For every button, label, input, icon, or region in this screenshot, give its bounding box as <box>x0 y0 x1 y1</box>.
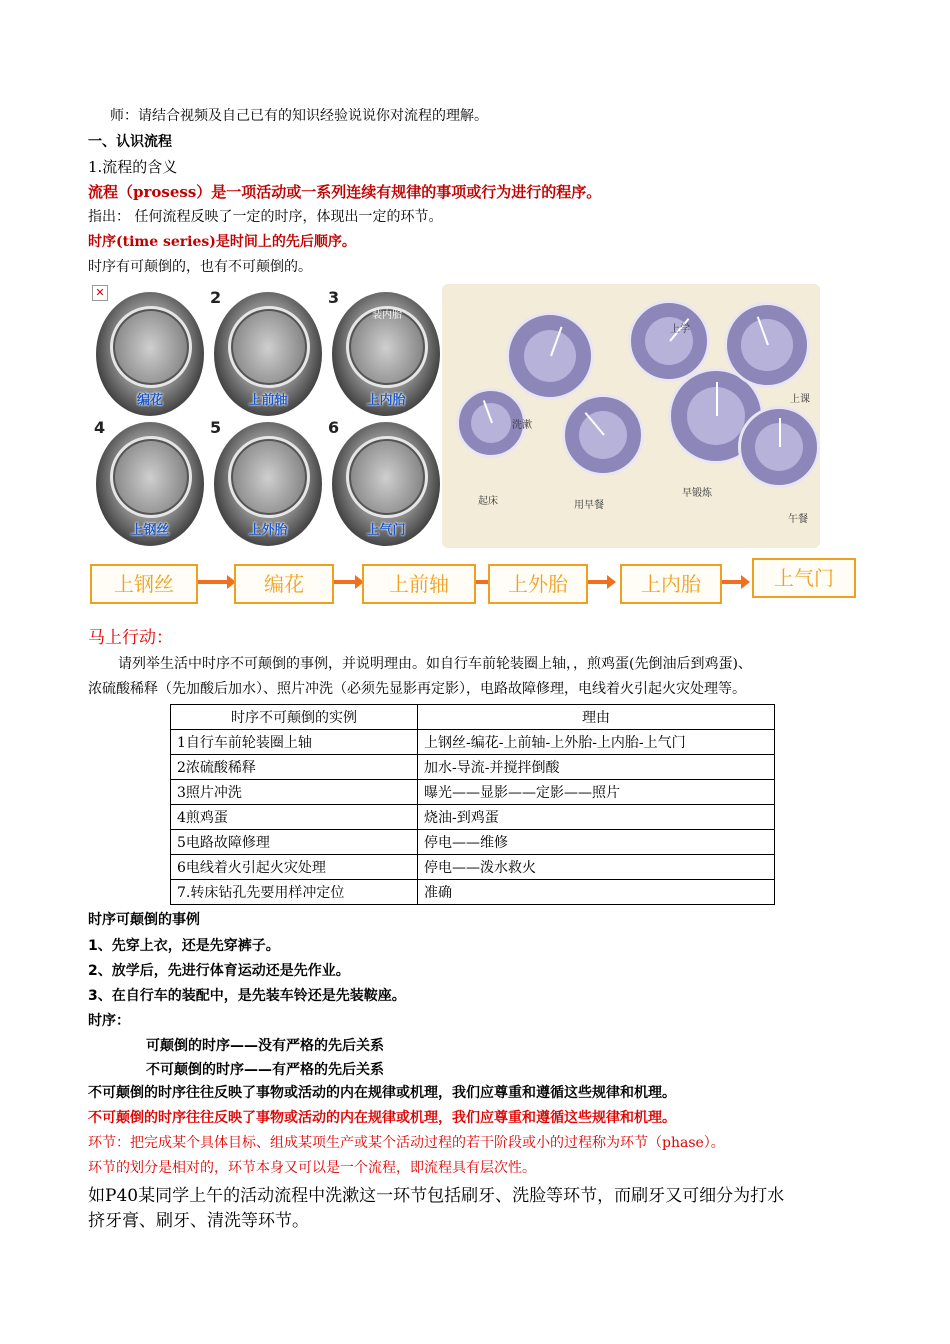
timing-reversible: 可颠倒的时序——没有严格的先后关系 <box>146 1038 384 1054</box>
link-note: 环节的划分是相对的，环节本身又可以是一个流程，即流程具有层次性。 <box>88 1160 536 1176</box>
table-cell: 1自行车前轮装圈上轴 <box>171 730 418 755</box>
table-cell: 4煎鸡蛋 <box>171 805 418 830</box>
assembly-flowchart <box>88 558 863 606</box>
table-cell: 停电——泼水救火 <box>418 855 775 880</box>
action-title: 马上行动： <box>88 628 173 648</box>
flow-step: 上前轴 <box>362 564 476 604</box>
section-title: 一、认识流程 <box>88 134 172 150</box>
clock-icon <box>562 394 644 476</box>
flow-step: 编花 <box>234 564 334 604</box>
arrow-right-icon <box>722 580 742 584</box>
table-row <box>171 780 775 805</box>
flow-note: 指出： 任何流程反映了一定的时序，体现出一定的环节。 <box>88 209 443 225</box>
example-text: 如P40某同学上午的活动流程中洗漱这一环节包括刷牙、洗脸等环节，而刷牙又可细分为打水 <box>88 1186 785 1206</box>
table-row <box>171 755 775 780</box>
action-text: 浓硫酸稀释（先加酸后加水）、照片冲洗（必须先显影再定影），电路故障修理，电线着火引起火灾处理等。 <box>88 681 746 697</box>
clock-icon <box>724 302 810 388</box>
timeline-label: 洗漱 <box>512 420 532 431</box>
timing-irreversible: 不可颠倒的时序——有严格的先后关系 <box>146 1062 384 1078</box>
clock-icon <box>738 406 820 488</box>
action-text: 请列举生活中时序不可颠倒的事例，并说明理由。如自行车前轮装圈上轴，，煎鸡蛋(先倒油后到鸡蛋)、 <box>118 656 752 672</box>
table-cell: 7.转床钻孔先要用样冲定位 <box>171 880 418 905</box>
subsection-title: 1.流程的含义 <box>88 158 178 176</box>
timing-label: 时序： <box>88 1013 130 1029</box>
flow-step: 上外胎 <box>488 564 588 604</box>
table-cell: 上钢丝-编花-上前轴-上外胎-上内胎-上气门 <box>418 730 775 755</box>
table-cell: 6电线着火引起火灾处理 <box>171 855 418 880</box>
table-row <box>171 805 775 830</box>
time-series-note: 时序有可颠倒的，也有不可颠倒的。 <box>88 259 312 275</box>
flow-step: 上钢丝 <box>90 564 198 604</box>
example-text: 挤牙膏、刷牙、清洗等环节。 <box>88 1211 309 1231</box>
table-cell: 曝光——显影——定影——照片 <box>418 780 775 805</box>
timeline-label: 上学 <box>670 324 690 335</box>
table-header: 理由 <box>418 705 775 730</box>
table-row <box>171 730 775 755</box>
photo-step: 2 上前轴 <box>214 292 322 416</box>
table-cell: 加水-导流-并搅拌倒酸 <box>418 755 775 780</box>
table-cell: 准确 <box>418 880 775 905</box>
table-header-row <box>171 705 775 730</box>
wheel-assembly-photos <box>90 282 440 550</box>
flow-definition: 流程（prosess）是一项活动或一系列连续有规律的事项或行为进行的程序。 <box>88 183 602 201</box>
morning-timeline-illustration <box>442 284 820 548</box>
reversible-title: 时序可颠倒的事例 <box>88 912 200 928</box>
table-cell: 2浓硫酸稀释 <box>171 755 418 780</box>
conclusion: 不可颠倒的时序往往反映了事物或活动的内在规律或机理，我们应尊重和遵循这些规律和机理。 <box>88 1085 676 1101</box>
table-row <box>171 830 775 855</box>
table-cell: 5电路故障修理 <box>171 830 418 855</box>
link-definition: 环节：把完成某个具体目标、组成某项生产或某个活动过程的若干阶段或小的过程称为环节（phase）。 <box>88 1135 725 1151</box>
table-row <box>171 855 775 880</box>
time-series-definition: 时序(time series)是时间上的先后顺序。 <box>88 234 356 250</box>
conclusion-red: 不可颠倒的时序往往反映了事物或活动的内在规律或机理，我们应尊重和遵循这些规律和机理。 <box>88 1110 676 1126</box>
timeline-label: 上课 <box>790 394 810 405</box>
list-item: 1、先穿上衣，还是先穿裤子。 <box>88 938 280 954</box>
table-row <box>171 880 775 905</box>
photo-step: 6 上气门 <box>332 422 440 546</box>
broken-image-icon: ✕ <box>92 285 108 301</box>
list-item: 2、放学后，先进行体育运动还是先作业。 <box>88 963 350 979</box>
list-item: 3、在自行车的装配中，是先装车铃还是先装鞍座。 <box>88 988 406 1004</box>
timeline-label: 起床 <box>478 496 498 507</box>
timeline-label: 用早餐 <box>574 500 604 511</box>
irreversible-examples-table <box>170 704 775 905</box>
intro-text: 师：请结合视频及自己已有的知识经验说说你对流程的理解。 <box>110 108 488 124</box>
photo-step: 3 装内胎 上内胎 <box>332 292 440 416</box>
timeline-label: 早锻炼 <box>682 488 712 499</box>
photo-step: 5 上外胎 <box>214 422 322 546</box>
arrow-right-icon <box>588 580 608 584</box>
arrow-right-icon <box>198 580 228 584</box>
clock-icon <box>506 312 594 400</box>
table-cell: 3照片冲洗 <box>171 780 418 805</box>
table-cell: 停电——维修 <box>418 830 775 855</box>
photo-step: 编花 <box>96 292 204 416</box>
clock-icon <box>628 300 710 382</box>
arrow-right-icon <box>334 580 356 584</box>
photo-step: 4 上钢丝 <box>96 422 204 546</box>
timeline-label: 午餐 <box>788 514 808 525</box>
table-cell: 烧油-到鸡蛋 <box>418 805 775 830</box>
table-header: 时序不可颠倒的实例 <box>171 705 418 730</box>
flow-step: 上气门 <box>752 558 856 598</box>
flow-step: 上内胎 <box>620 564 722 604</box>
